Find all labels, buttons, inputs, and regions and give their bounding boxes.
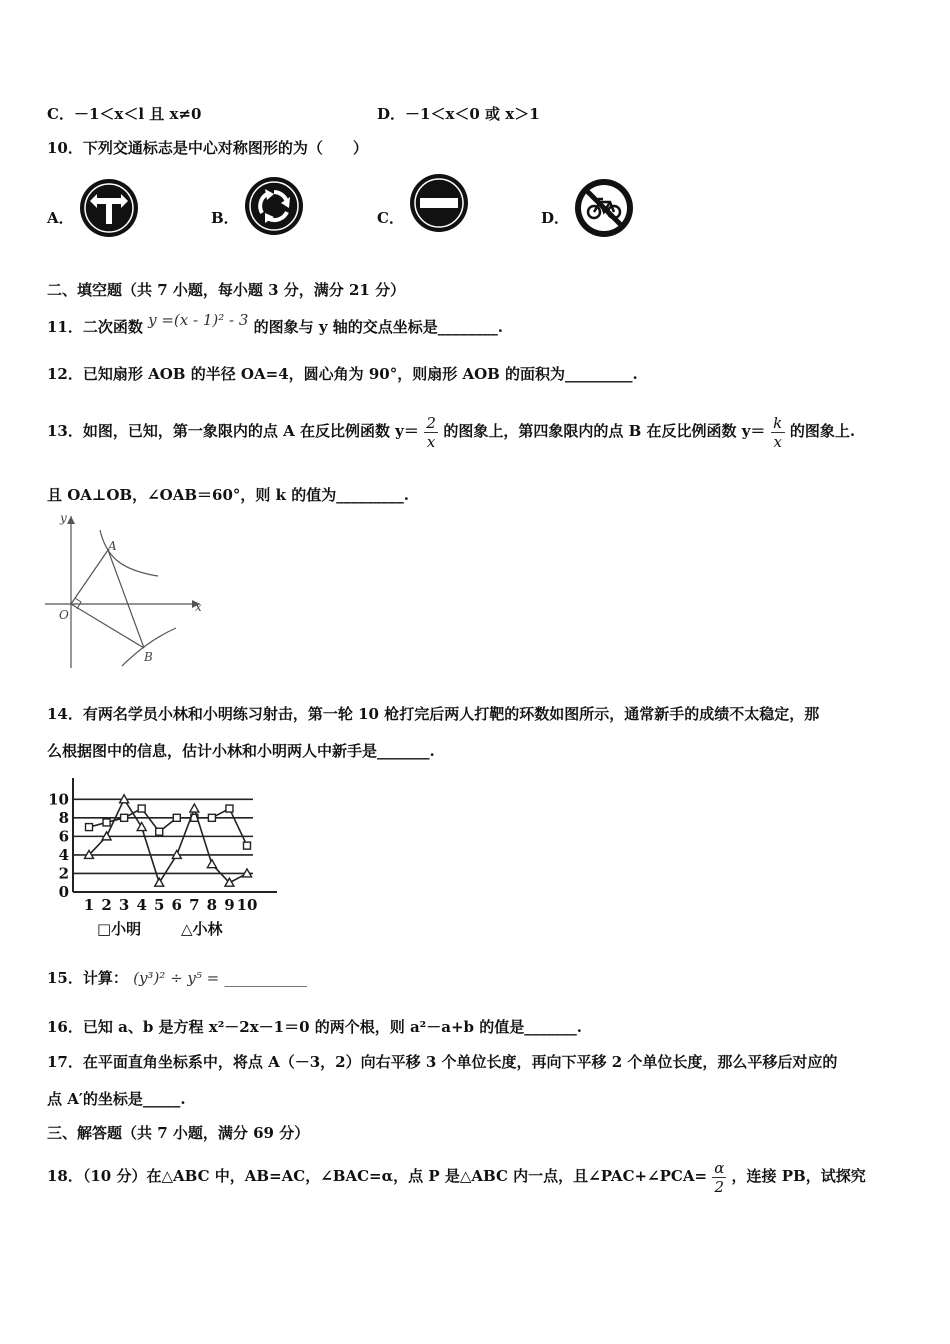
point-square [138, 805, 145, 812]
point-square [121, 814, 128, 821]
option-d: D．－1＜x＜0 或 x＞1 [377, 105, 540, 123]
question-17-line1: 17．在平面直角坐标系中，将点 A（－3，2）向右平移 3 个单位长度，再向下平移 2 个单位长度，那么平移后对应的 [47, 1053, 838, 1071]
option-c: C．－1＜x＜l 且 x≠0 [47, 105, 202, 123]
chart-y-tick: 8 [58, 808, 69, 827]
q13-figure [40, 508, 210, 673]
point-square [103, 819, 110, 826]
label-b: B [144, 650, 153, 664]
chart-x-tick: 5 [154, 896, 165, 914]
q13-part3: 的图象上. [789, 422, 856, 440]
point-square [156, 828, 163, 835]
question-13-line2: 且 OA⊥OB，∠OAB＝60°，则 k 的值为_________. [47, 486, 409, 504]
point-square [173, 814, 180, 821]
question-13 [47, 405, 855, 457]
chart-y-tick: 10 [48, 790, 69, 809]
roundabout-sign-icon [243, 175, 305, 237]
segment-oa [71, 550, 108, 604]
q13-frac2-num: k [773, 413, 783, 432]
point-square [208, 814, 215, 821]
q10-label-d: D． [541, 209, 570, 227]
q15-formula: (y³)² ÷ y⁵ = [133, 969, 220, 987]
chart-x-tick: 1 [83, 896, 95, 914]
q11-suffix: 的图象与 y 轴的交点坐标是________. [253, 318, 504, 336]
chart-x-tick: 3 [118, 896, 130, 914]
section-3-heading: 三、解答题（共 7 小题，满分 69 分） [47, 1124, 310, 1142]
q13-frac1-num: 2 [426, 413, 436, 432]
q13-part2: 的图象上，第四象限内的点 B 在反比例函数 y＝ [443, 422, 766, 440]
segment-ob [71, 604, 144, 648]
point-triangle [137, 823, 146, 831]
question-18 [47, 1150, 866, 1202]
point-square [226, 805, 233, 812]
section-2-heading: 二、填空题（共 7 小题，每小题 3 分，满分 21 分） [47, 281, 406, 299]
chart-x-tick: 7 [189, 896, 200, 914]
q18-frac-num: α [714, 1158, 725, 1177]
point-square [244, 842, 251, 849]
question-15 [47, 965, 307, 991]
label-x: x [195, 600, 202, 614]
chart-x-tick: 6 [171, 896, 182, 914]
label-o: O [59, 608, 69, 622]
question-10-stem: 10．下列交通标志是中心对称图形的为（ ） [47, 139, 368, 157]
shooting-score-chart [45, 770, 285, 940]
q18-frac-den: 2 [714, 1177, 725, 1196]
point-triangle [190, 804, 199, 812]
chart-y-tick: 0 [58, 883, 69, 901]
legend-xiaoming: □小明 [97, 920, 142, 938]
chart-x-tick: 4 [136, 896, 147, 914]
label-a: A [108, 539, 117, 553]
no-entry-sign-icon [408, 172, 470, 234]
label-y: y [60, 511, 67, 525]
q10-label-a: A． [47, 209, 74, 227]
question-12: 12．已知扇形 AOB 的半径 OA=4，圆心角为 90°，则扇形 AOB 的面积为_________. [47, 365, 638, 383]
turn-left-right-sign-icon [78, 177, 140, 239]
q18-fraction [712, 1160, 726, 1195]
chart-y-tick: 4 [58, 845, 69, 864]
q11-prefix: 11．二次函数 [47, 318, 143, 336]
chart-x-tick: 9 [224, 896, 235, 914]
chart-x-tick: 2 [101, 896, 112, 914]
question-11 [47, 311, 504, 337]
chart-y-tick: 2 [58, 864, 69, 883]
q13-part1: 13．如图，已知，第一象限内的点 A 在反比例函数 y＝ [47, 422, 419, 440]
series-line-1 [89, 809, 247, 846]
segment-ab [108, 550, 144, 648]
q15-prefix: 15．计算： [47, 969, 128, 987]
q15-blank: ___________ [224, 969, 307, 987]
q18-part1: 18．（10 分）在△ABC 中，AB=AC，∠BAC=α，点 P 是△ABC 内一点，且∠PAC+∠PCA= [47, 1167, 708, 1185]
q10-label-c: C． [377, 209, 404, 227]
q18-part2: ，连接 PB，试探究 [731, 1167, 866, 1185]
question-14-line2: 么根据图中的信息，估计小林和小明两人中新手是_______. [47, 742, 435, 760]
question-16: 16．已知 a、b 是方程 x²－2x－1＝0 的两个根，则 a²－a+b 的值是_______. [47, 1018, 582, 1036]
q13-frac2-den: x [773, 432, 782, 451]
chart-x-tick: 8 [206, 896, 218, 914]
chart-y-tick: 6 [58, 827, 69, 846]
no-bicycle-sign-icon [573, 177, 635, 239]
question-17-line2: 点 A′的坐标是_____. [47, 1090, 186, 1108]
point-square [86, 824, 93, 831]
q13-fraction-2 [771, 415, 785, 450]
q13-fraction-1 [424, 415, 438, 450]
q10-label-b: B． [211, 209, 239, 227]
q13-frac1-den: x [426, 432, 436, 451]
q11-formula: y =(x - 1)² - 3 [148, 311, 249, 329]
question-14-line1: 14．有两名学员小林和小明练习射击，第一轮 10 枪打完后两人打靶的环数如图所示，通常新手的成绩不太稳定，那 [47, 705, 820, 723]
chart-x-tick: 10 [236, 896, 258, 914]
point-triangle [155, 878, 164, 886]
legend-xiaolin: △小林 [181, 920, 223, 938]
point-triangle [207, 860, 216, 868]
